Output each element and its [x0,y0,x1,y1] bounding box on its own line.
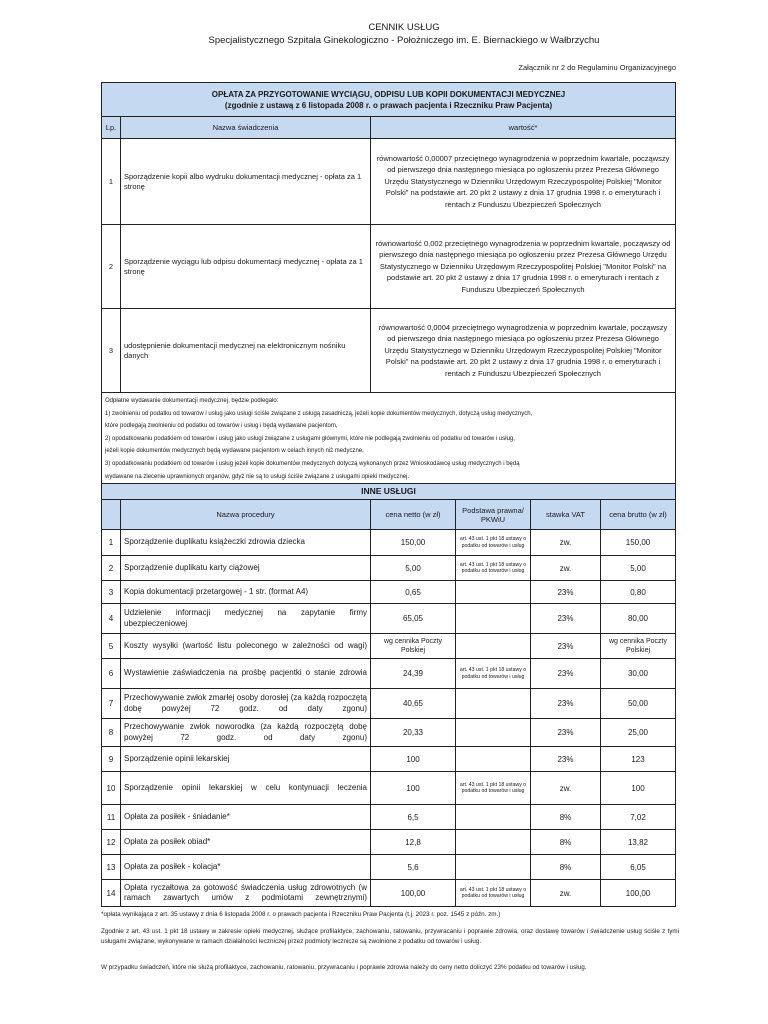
note-line: które podlegają zwolnieniu od podatku od towarów i usług i będą wydawane pacjentom, [105,423,338,430]
column-header-procedure: Nazwa procedury [121,500,371,530]
row-number: 5 [102,634,121,659]
column-header-legal-basis: Podstawa prawna/ PKWiU [456,500,531,530]
gross-price: 100 [601,772,676,805]
gross-price: 30,00 [601,659,676,689]
net-price: 150,00 [371,530,456,556]
documentation-fees-banner [102,83,676,117]
table-row [102,556,676,581]
document-title: CENNIK USŁUG [368,22,440,33]
row-number: 6 [102,659,121,689]
other-services-banner: INNE USŁUGI [102,484,676,500]
service-name: Sporządzenie wyciągu lub odpisu dokumentacji medycznej - opłata za 1 stronę [121,225,371,309]
vat-notes [102,393,676,486]
gross-price: 150,00 [601,530,676,556]
vat-rate: 23% [531,604,601,634]
net-price: 5,6 [371,855,456,880]
gross-price: 50,00 [601,689,676,719]
other-services-table [101,483,676,907]
legal-basis [456,689,531,719]
column-header-vat-rate: stawka VAT [531,500,601,530]
procedure-name: Kopia dokumentacji przetargowej - 1 str. (format A4) [121,581,371,604]
gross-price: 6,05 [601,855,676,880]
row-number: 11 [102,805,121,830]
row-number: 3 [102,309,121,393]
vat-rate: zw. [531,772,601,805]
service-value: równowartość 0,0004 przeciętnego wynagrodzenia w poprzednim kwartale, począwszy od pierwszego dnia następnego miesiąca po ogłoszeniu przez Prezesa Głównego Urzędu Statystycznego w Dzienniku Urzędowym Rzeczypospolitej Polskiej "Monitor Polski" na podstawie art. 20 pkt 2 ustawy z dnia 17 grudnia 1998 r. o emeryturach i rentach z Funduszu Ubezpieczeń Społecznych [371,309,676,393]
vat-rate: 23% [531,659,601,689]
banner-line-1: OPŁATA ZA PRZYGOTOWANIE WYCIĄGU, ODPISU LUB KOPII DOKUMENTACJI MEDYCZNEJ [211,89,566,99]
procedure-name: Przechowywanie zwłok zmarłej osoby dorosłej (za każdą rozpoczętą dobę powyżej 72 godz. od daty zgonu) [121,689,371,719]
table-row [102,772,676,805]
row-number: 9 [102,747,121,772]
gross-price: 13,82 [601,830,676,855]
table-row [102,634,676,659]
procedure-name: Sporządzenie duplikatu karty ciążowej [121,556,371,581]
vat-rate: zw. [531,530,601,556]
note-line: wydawane na zlecenie uprawnionych organów, gdyż nie są to usługi ściśle związane z usługami opieki medycznej. [105,473,410,480]
vat-rate: 23% [531,634,601,659]
row-number: 2 [102,556,121,581]
footnote-meal-fee: *opłata wynikająca z art. 35 ustawy z dnia 6 listopada 2008 r. o prawach pacjenta i Rzeczniku Praw Pacjenta (t.j. 2023 r. poz. 1545 z późn. zm.) [101,911,501,918]
gross-price: 100,00 [601,880,676,907]
net-price: 20,33 [371,719,456,747]
table-row [102,719,676,747]
procedure-name: Opłata za posiłek - śniadanie* [121,805,371,830]
table-row [102,139,676,225]
net-price: wg cennika Poczty Polskiej [371,634,456,659]
note-line: 1) zwolnieniu od podatku od towarów i usług jako usługi ściśle związane z usługą zasadniczą, jeżeli kopie dokumentów medycznych, dotyczą usług medycznych, [105,410,533,417]
legal-basis: art. 43 ust. 1 pkt 18 ustawy o podatku od towarów i usług [456,880,531,907]
service-value: równowartość 0,002 przeciętnego wynagrodzenia w poprzednim kwartale, począwszy od pierwszego dnia następnego miesiąca po ogłoszeniu przez Prezesa Głównego Urzędu Statystycznego w Dzienniku Urzędowym Rzeczypospolitej Polskiej "Monitor Polski" na podstawie art. 20 pkt 2 ustawy z dnia 17 grudnia 1998 r. o emeryturach i rentach z Funduszu Ubezpieczeń Społecznych [371,225,676,309]
legal-basis [456,634,531,659]
vat-rate: 23% [531,581,601,604]
legal-basis [456,719,531,747]
column-header-net-price: cena netto (w zł) [371,500,456,530]
table-row [102,830,676,855]
hospital-name: Specjalistycznego Szpitala Ginekologiczno - Położniczego im. E. Biernackiego w Wałbrzychu [208,35,600,46]
column-header-lp-empty [102,500,121,530]
net-price: 6,5 [371,805,456,830]
gross-price: 123 [601,747,676,772]
row-number: 12 [102,830,121,855]
table-row [102,689,676,719]
vat-rate: 23% [531,719,601,747]
legal-basis [456,805,531,830]
net-price: 12,8 [371,830,456,855]
vat-rate: 8% [531,855,601,880]
table-row [102,225,676,309]
note-line: 2) opodatkowaniu podatkiem od towarów i usług jako usługi związane z usługami głównymi, które nie podlegają zwolnieniu od podatku od towarów i usług, [105,435,515,442]
vat-rate: 23% [531,747,601,772]
table-row [102,581,676,604]
procedure-name: Opłata za posiłek - kolacja* [121,855,371,880]
service-name: udostępnienie dokumentacji medycznej na elektronicznym nośniku danych [121,309,371,393]
row-number: 14 [102,880,121,907]
table-row [102,805,676,830]
footnote-vat-23: W przypadku świadczeń, które nie służą profilaktyce, zachowaniu, ratowaniu, przywracaniu i poprawie zdrowia należy do ceny netto doliczyć 23% podatku od towarów i usług. [101,964,587,971]
gross-price: 0,80 [601,581,676,604]
row-number: 2 [102,225,121,309]
net-price: 100 [371,772,456,805]
note-line: jeżeli kopie dokumentów medycznych będą wydawane pacjentom w celach innych niż medyczne, [105,448,364,455]
vat-rate: zw. [531,556,601,581]
net-price: 40,65 [371,689,456,719]
legal-basis: art. 43 ust. 1 pkt 18 ustawy o podatku od towarów i usług [456,659,531,689]
column-header-gross-price: cena brutto (w zł) [601,500,676,530]
footnote-vat-exemption: Zgodnie z art. 43 ust. 1 pkt 18 ustawy w zakresie opieki medycznej, służące profilaktyce, zachowaniu, ratowaniu, przywracaniu i poprawie zdrowia, oraz dostawę towarów i świadczenie usług ściśle z tymi usługami związane, wykonywane w ramach działalności leczniczej przez podmioty lecznicze są zwolnione z podatku od towarów i usług. [101,928,679,945]
procedure-name: Opłata ryczałtowa za gotowość świadczenia usług zdrowotnych (w ramach zawartych umów z podmiotami zewnętrznymi) [121,880,371,907]
procedure-name: Koszty wysyłki (wartość listu poleconego w zależności od wagi) [121,634,371,659]
row-number: 1 [102,139,121,225]
banner-line-2: (zgodnie z ustawą z 6 listopada 2008 r. o prawach pacjenta i Rzeczniku Praw Pacjenta) [224,100,553,110]
legal-basis: art. 43 ust. 1 pkt 18 ustawy o podatku od towarów i usług [456,530,531,556]
legal-basis: art. 43 ust. 1 pkt 18 ustawy o podatku od towarów i usług [456,772,531,805]
row-number: 8 [102,719,121,747]
column-header-service-name: Nazwa świadczenia [121,117,371,139]
row-number: 10 [102,772,121,805]
legal-basis: art. 43 ust. 1 pkt 18 ustawy o podatku od towarów i usług [456,556,531,581]
net-price: 100,00 [371,880,456,907]
table-row [102,747,676,772]
row-number: 1 [102,530,121,556]
row-number: 4 [102,604,121,634]
legal-basis [456,855,531,880]
row-number: 3 [102,581,121,604]
net-price: 100 [371,747,456,772]
vat-rate: zw. [531,880,601,907]
procedure-name: Sporządzenie opinii lekarskiej [121,747,371,772]
legal-basis [456,581,531,604]
table-row [102,604,676,634]
gross-price: 7,02 [601,805,676,830]
row-number: 7 [102,689,121,719]
attachment-note: Załącznik nr 2 do Regulaminu Organizacyjnego [518,63,676,72]
service-value: równowartość 0,00007 przeciętnego wynagrodzenia w poprzednim kwartale, począwszy od pierwszego dnia następnego miesiąca po ogłoszeniu przez Prezesa Głównego Urzędu Statystycznego w Dzienniku Urzędowym Rzeczypospolitej Polskiej "Monitor Polski" na podstawie art. 20 pkt 2 ustawy z dnia 17 grudnia 1998 r. o emeryturach i rentach z Funduszu Ubezpieczeń Społecznych [371,139,676,225]
gross-price: 80,00 [601,604,676,634]
service-name: Sporządzenie kopii albo wydruku dokumentacji medycznej - opłata za 1 stronę [121,139,371,225]
vat-rate: 23% [531,689,601,719]
procedure-name: Sporządzenie duplikatu książeczki zdrowia dziecka [121,530,371,556]
net-price: 5,00 [371,556,456,581]
gross-price: 25,00 [601,719,676,747]
column-header-value: wartość* [371,117,676,139]
legal-basis [456,604,531,634]
procedure-name: Przechowywanie zwłok noworodka (za każdą rozpoczętą dobę powyżej 72 godz. od daty zgonu) [121,719,371,747]
procedure-name: Opłata za posiłek obiad* [121,830,371,855]
vat-rate: 8% [531,830,601,855]
table-row [102,880,676,907]
vat-rate: 8% [531,805,601,830]
row-number: 13 [102,855,121,880]
table-row [102,309,676,393]
gross-price: 5,00 [601,556,676,581]
column-header-lp: Lp. [102,117,121,139]
note-line: Odpłatne wydawanie dokumentacji medycznej, będzie podlegało: [105,398,279,404]
procedure-name: Udzielenie informacji medycznej na zapytanie firmy ubezpieczeniowej [121,604,371,634]
table-row [102,530,676,556]
note-line: 3) opodatkowaniu podatkiem od towarów i usług jeżeli kopie dokumentów medycznych dotyczą wykonanych przez Wnioskodawcę usług medycznych i będą [105,460,520,467]
procedure-name: Sporządzenie opinii lekarskiej w celu kontynuacji leczenia [121,772,371,805]
table-row [102,659,676,689]
table-row [102,855,676,880]
gross-price: wg cennika Poczty Polskiej [601,634,676,659]
net-price: 65,05 [371,604,456,634]
documentation-fees-table [101,82,676,486]
legal-basis [456,830,531,855]
net-price: 24,39 [371,659,456,689]
procedure-name: Wystawienie zaświadczenia na prośbę pacjentki o stanie zdrowia [121,659,371,689]
legal-basis [456,747,531,772]
net-price: 0,65 [371,581,456,604]
